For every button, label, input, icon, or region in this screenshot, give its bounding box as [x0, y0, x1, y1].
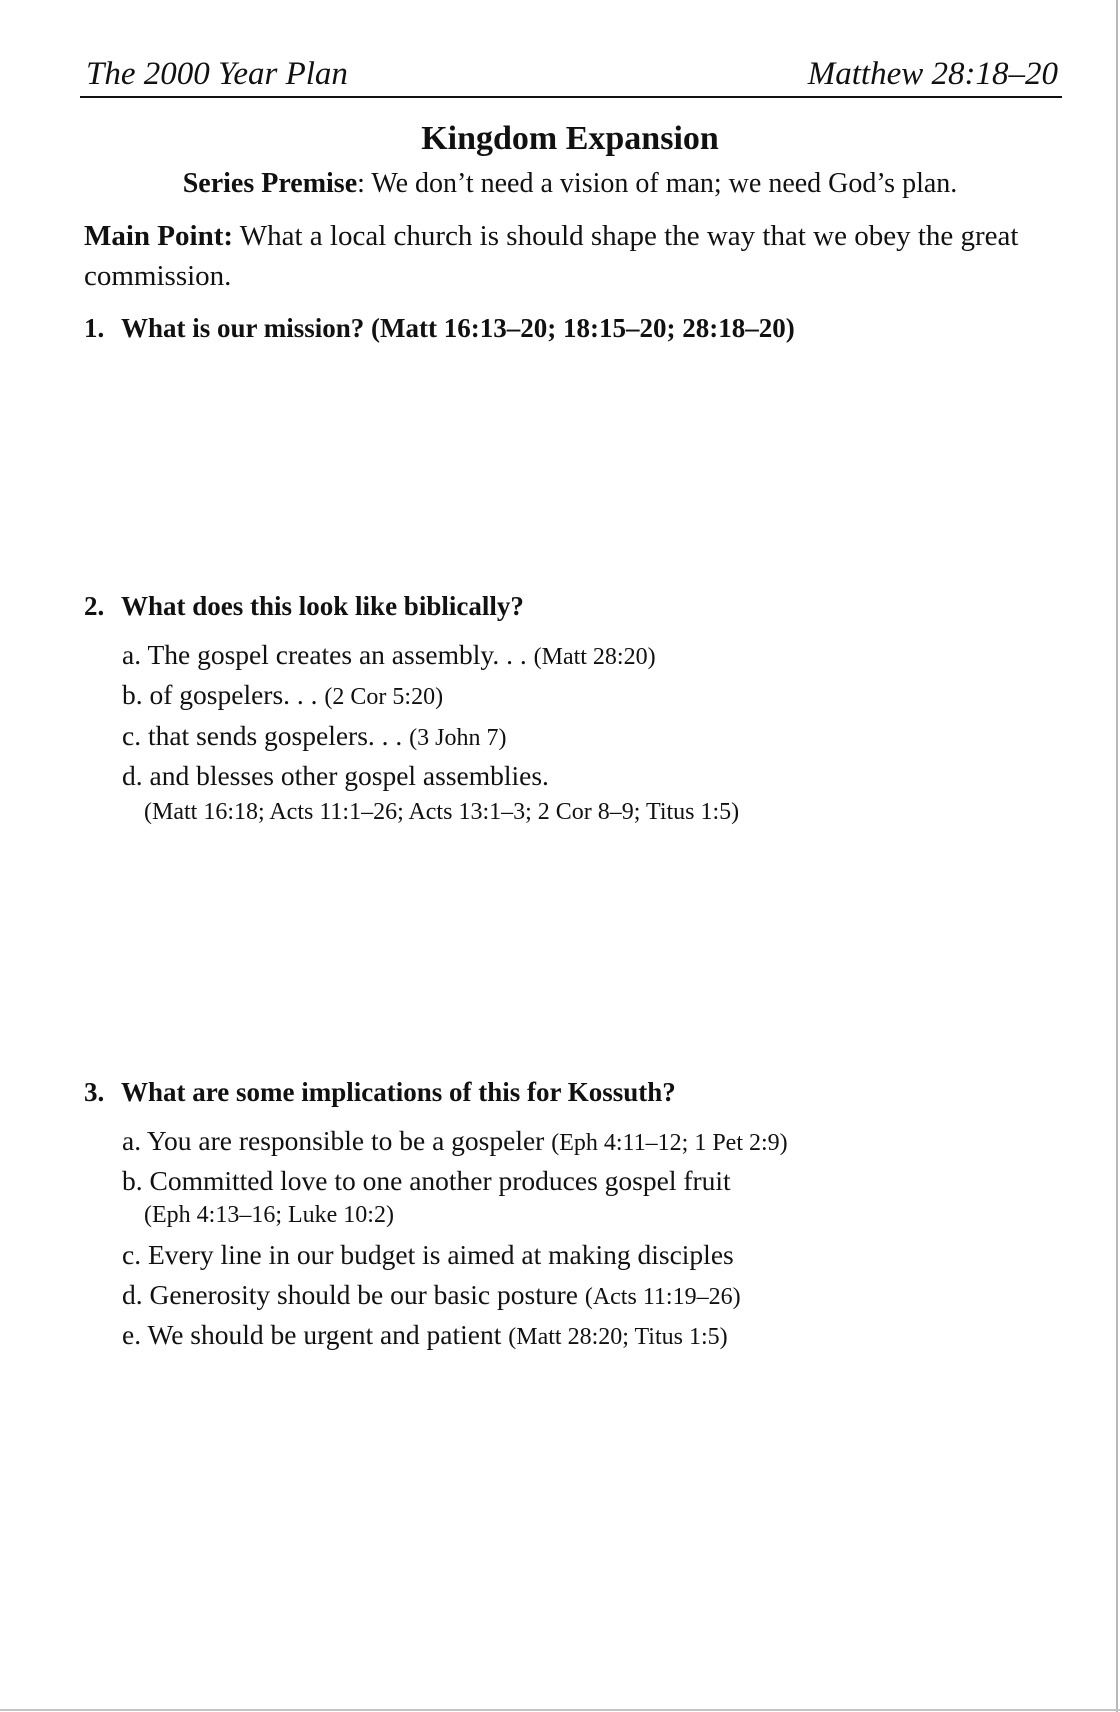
scripture-reference: Matthew 28:18–20 — [807, 56, 1058, 92]
section-heading-text: What are some implications of this for Kossuth? — [121, 1077, 676, 1107]
series-title: The 2000 Year Plan — [86, 56, 348, 92]
item-text: b. of gospelers. . . — [122, 679, 325, 710]
main-point-label: Main Point: — [84, 220, 234, 252]
section-1-heading — [84, 310, 795, 346]
section-number: 2. — [84, 591, 105, 621]
item-text: b. Committed love to one another produces gospel fruit — [122, 1165, 731, 1196]
list-item — [122, 677, 443, 715]
main-point — [84, 216, 1024, 296]
premise-text: : We don’t need a vision of man; we need God’s plan. — [357, 168, 958, 199]
item-reference: (Matt 16:18; Acts 11:1–26; Acts 13:1–3; 2 Cor 8–9; Titus 1:5) — [144, 799, 740, 825]
section-number: 3. — [84, 1077, 105, 1107]
item-reference: (Matt 28:20) — [533, 644, 656, 670]
item-reference: (2 Cor 5:20) — [324, 684, 444, 710]
section-2-heading — [84, 588, 524, 624]
list-item — [122, 637, 656, 675]
page-edge-bottom — [0, 1709, 1120, 1711]
list-item — [122, 1277, 741, 1315]
item-text: d. Generosity should be our basic posture — [122, 1279, 585, 1310]
item-reference: (Eph 4:13–16; Luke 10:2) — [144, 1202, 394, 1228]
item-reference: (Acts 11:19–26) — [584, 1284, 741, 1310]
premise-label: Series Premise — [182, 168, 358, 199]
item-reference: (Eph 4:11–12; 1 Pet 2:9) — [551, 1130, 788, 1156]
list-item — [122, 718, 507, 756]
list-item — [122, 1317, 728, 1355]
list-item — [122, 1163, 731, 1199]
item-text: d. and blesses other gospel assemblies. — [122, 760, 549, 791]
section-heading-text: What is our mission? (Matt 16:13–20; 18:15–20; 28:18–20) — [121, 313, 795, 343]
item-text: c. Every line in our budget is aimed at making disciples — [122, 1239, 734, 1270]
series-premise — [0, 165, 1120, 203]
section-3-heading — [84, 1074, 676, 1110]
section-number: 1. — [84, 313, 105, 343]
page-edge-right — [1116, 0, 1118, 1712]
item-text: e. We should be urgent and patient — [122, 1319, 509, 1350]
item-text: c. that sends gospelers. . . — [122, 720, 410, 751]
item-text: a. The gospel creates an assembly. . . — [122, 639, 534, 670]
section-heading-text: What does this look like biblically? — [121, 591, 524, 621]
sermon-title: Kingdom Expansion — [421, 120, 719, 157]
list-item — [122, 1123, 788, 1161]
item-reference: (Matt 28:20; Titus 1:5) — [508, 1324, 728, 1350]
list-item — [122, 1237, 734, 1273]
item-text: a. You are responsible to be a gospeler — [122, 1125, 552, 1156]
list-item — [122, 758, 549, 794]
main-point-text: What a local church is should shape the way that we obey the great commission. — [84, 220, 1019, 292]
item-reference: (3 John 7) — [409, 725, 507, 751]
page-header — [80, 52, 1062, 98]
